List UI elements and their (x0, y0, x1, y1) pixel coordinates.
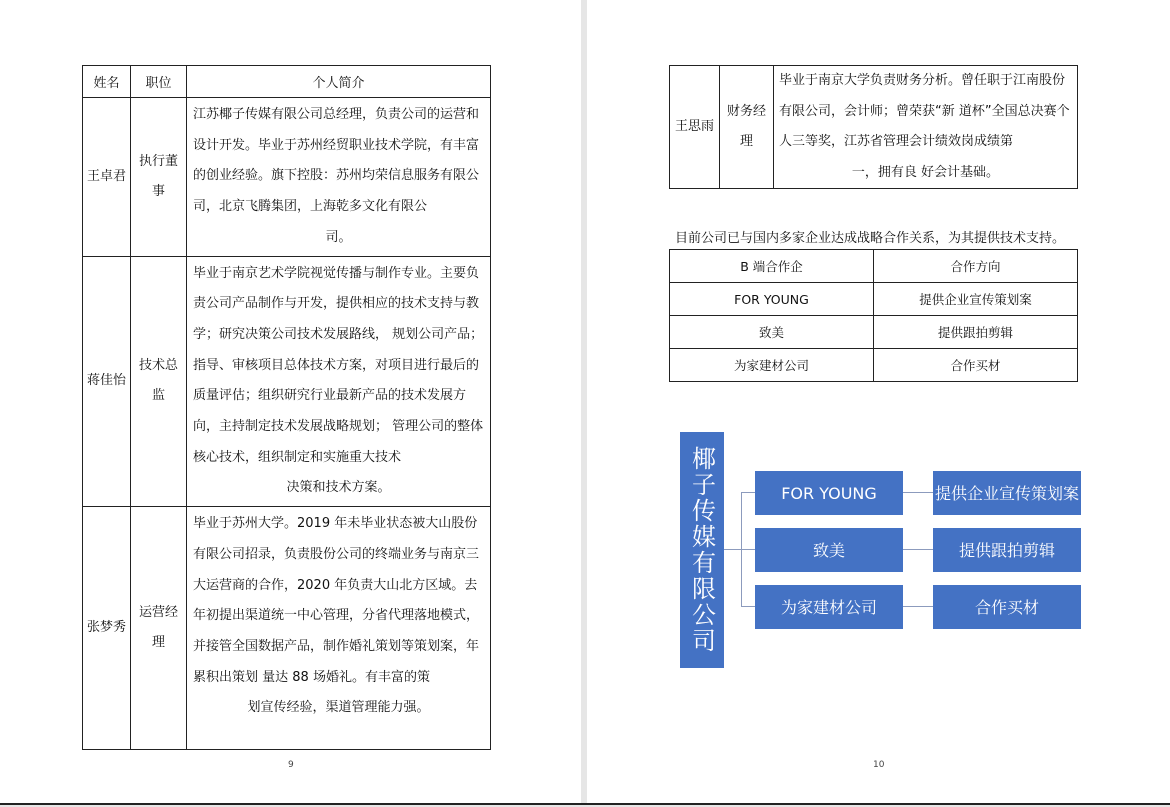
connector-branch (741, 549, 755, 550)
table-header-row (670, 250, 1078, 283)
person-intro (187, 507, 491, 750)
connector-link (903, 492, 933, 493)
diagram-partner-box: FOR YOUNG (755, 471, 903, 515)
person-name: 王思雨 (670, 66, 720, 189)
diagram-service-box: 合作买材 (933, 585, 1081, 629)
table-row (670, 316, 1078, 349)
partner-name: 致美 (670, 316, 874, 349)
person-intro-tail: 决策和技术方案。 (286, 480, 391, 496)
partner-direction: 提供企业宣传策划案 (874, 283, 1078, 316)
partner-direction: 合作买材 (874, 349, 1078, 382)
page-right (587, 0, 1170, 805)
diagram-root-label: 椰子传媒有限公司 (687, 446, 716, 654)
connector-link (903, 606, 933, 607)
partner-name: 为家建材公司 (670, 349, 874, 382)
table-header-row (83, 66, 491, 98)
person-name: 蒋佳怡 (83, 256, 131, 507)
table-row (670, 349, 1078, 382)
person-intro (187, 98, 491, 257)
connector-root (724, 549, 741, 550)
header-direction: 合作方向 (874, 250, 1078, 283)
diagram-partner-box: 致美 (755, 528, 903, 572)
person-intro (187, 256, 491, 507)
page-number: 10 (873, 760, 885, 770)
header-intro: 个人简介 (187, 66, 491, 98)
table-row (670, 283, 1078, 316)
person-position: 技术总监 (131, 256, 187, 507)
connector-link (903, 549, 933, 550)
cfo-table (669, 65, 1078, 189)
table-row (83, 507, 491, 750)
partner-name: FOR YOUNG (670, 283, 874, 316)
person-intro (774, 66, 1078, 189)
person-intro-tail: 司。 (325, 229, 352, 245)
person-position: 执行董事 (131, 98, 187, 257)
bottom-border (0, 803, 1170, 805)
person-intro-text: 毕业于南京艺术学院视觉传播与制作专业。主要负责公司产品制作与开发，提供相应的技术支持与教学；研究决策公司技术发展路线， 规划公司产品；指导、审核项目总体技术方案，对项目进行最后的质量评估；组织研究行业最新产品的技术发展方向，主持制定技术发展战略规划； 管理公司的整体核心技术，组织制定和实施重大技术 (193, 265, 484, 465)
person-intro-text: 毕业于南京大学负责财务分析。曾任职于江南股份有限公司，会计师；曾荣获“新 道杯”全国总决赛个人三等奖，江苏省管理会计绩效岗成绩第 (779, 73, 1070, 149)
person-name: 张梦秀 (83, 507, 131, 750)
person-position: 运营经理 (131, 507, 187, 750)
person-name: 王卓君 (83, 98, 131, 257)
person-intro-text: 江苏椰子传媒有限公司总经理，负责公司的运营和设计开发。毕业于苏州经贸职业技术学院，有丰富的创业经验。旗下控股：苏州均荣信息服务有限公司，北京飞腾集团，上海乾多文化有限公 (193, 107, 480, 215)
diagram-service-box: 提供跟拍剪辑 (933, 528, 1081, 572)
partners-intro: 目前公司已与国内多家企业达成战略合作关系，为其提供技术支持。 (675, 231, 1066, 246)
diagram-service-box: 提供企业宣传策划案 (933, 471, 1081, 515)
person-intro-text: 毕业于苏州大学。2019 年未毕业状态被大山股份有限公司招录，负责股份公司的终端业务与南京三大运营商的合作，2020 年负责大山北方区域。去年初提出渠道统一中心管理，分省代理落地模式，并接管全国数据产品，制作婚礼策划等策划案，年累积出策划 量达 88 场婚礼。有丰富的策 (193, 516, 480, 685)
person-intro-tail: 划宣传经验，渠道管理能力强。 (247, 700, 430, 716)
header-position: 职位 (131, 66, 187, 98)
person-intro-tail: 一，拥有良 好会计基础。 (851, 164, 1000, 180)
connector-branch (741, 606, 755, 607)
table-row (83, 256, 491, 507)
page-number: 9 (288, 760, 294, 770)
connector-branch (741, 492, 755, 493)
table-row (670, 66, 1078, 189)
partner-table (669, 249, 1078, 382)
person-position: 财务经理 (720, 66, 774, 189)
diagram-root-box (680, 432, 724, 668)
page-left (0, 0, 581, 805)
diagram-partner-box: 为家建材公司 (755, 585, 903, 629)
partner-direction: 提供跟拍剪辑 (874, 316, 1078, 349)
table-row (83, 98, 491, 257)
header-name: 姓名 (83, 66, 131, 98)
header-partner: B 端合作企 (670, 250, 874, 283)
staff-table (82, 65, 491, 750)
